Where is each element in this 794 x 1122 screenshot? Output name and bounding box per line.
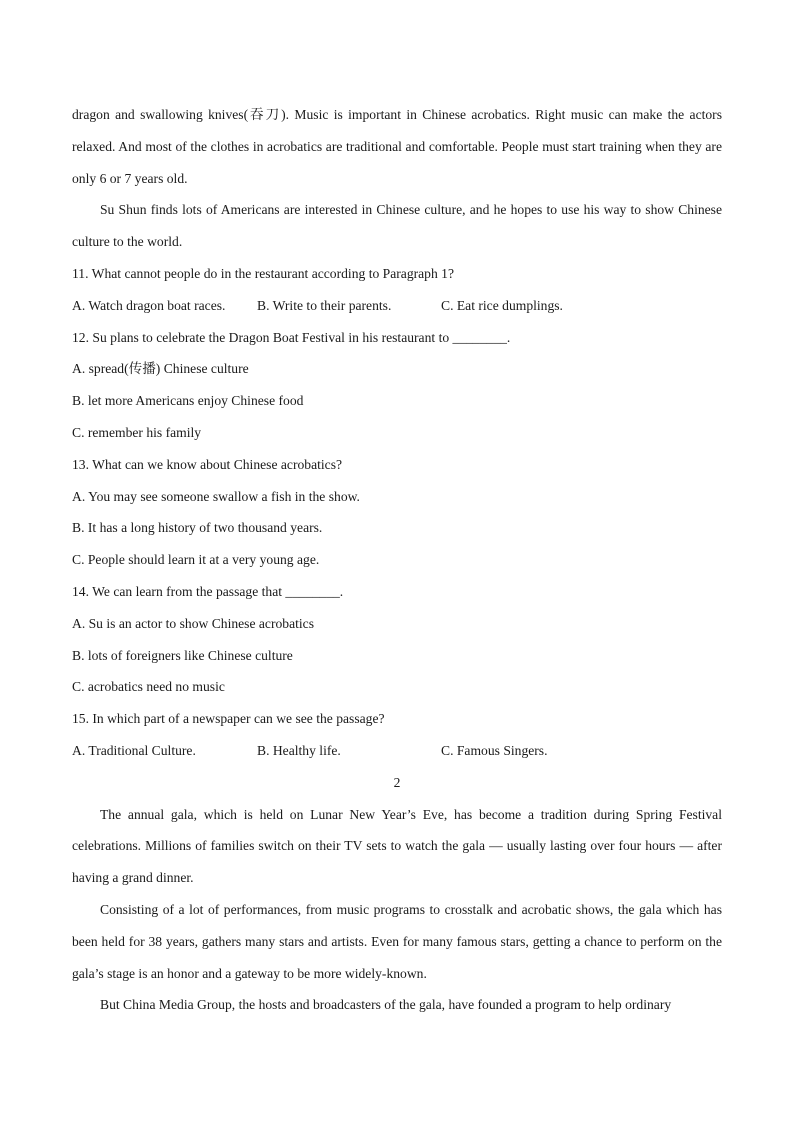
question-15-stem: 15. In which part of a newspaper can we see the passage? (72, 711, 385, 727)
question-14-option-a: A. Su is an actor to show Chinese acrobatics (72, 615, 314, 631)
question-12-stem: 12. Su plans to celebrate the Dragon Boat Festival in his restaurant to ________. (72, 329, 511, 345)
question-12-option-a: A. spread(传播) Chinese culture (72, 361, 249, 377)
document-page (72, 99, 722, 1021)
question-13-option-c: C. People should learn it at a very young age. (72, 552, 320, 568)
question-15-option-a: A. Traditional Culture. (72, 742, 196, 758)
question-11-option-c: C. Eat rice dumplings. (441, 297, 563, 313)
question-14-option-c: C. acrobatics need no music (72, 679, 225, 695)
passage-2-number: 2 (393, 774, 401, 790)
question-15-option-c: C. Famous Singers. (441, 742, 548, 758)
question-13-option-a: A. You may see someone swallow a fish in the show. (72, 488, 360, 504)
passage1-paragraph-clothes: dragon and swallowing knives(吞刀). Music is important in Chinese acrobatics. Right music can make the actors relaxed. And most of the clothes in acrobatics are traditional and comfortable. People must start training when they are only 6 or 7 years old. (72, 107, 722, 186)
passage2-paragraph-program: But China Media Group, the hosts and broadcasters of the gala, have founded a program to help ordinary (100, 997, 672, 1013)
passage1-paragraph-su-shun: Su Shun finds lots of Americans are interested in Chinese culture, and he hopes to use his way to show Chinese culture to the world. (72, 202, 722, 250)
passage2-paragraph-gala: The annual gala, which is held on Lunar New Year’s Eve, has become a tradition during Spring Festival celebrations. Millions of families switch on their TV sets to watch the gala — usually lasting over four hours — after having a grand dinner. (72, 806, 722, 886)
question-13-stem: 13. What can we know about Chinese acrobatics? (72, 456, 343, 472)
question-15-options (72, 735, 722, 767)
question-12-option-b: B. let more Americans enjoy Chinese food (72, 393, 304, 409)
question-11-stem: 11. What cannot people do in the restaurant according to Paragraph 1? (72, 265, 454, 281)
question-12-option-c: C. remember his family (72, 424, 202, 440)
question-14-stem: 14. We can learn from the passage that ________. (72, 583, 344, 599)
question-11-option-b: B. Write to their parents. (257, 297, 392, 313)
question-11-option-a: A. Watch dragon boat races. (72, 297, 226, 313)
question-11-options (72, 290, 722, 322)
question-15-option-b: B. Healthy life. (257, 742, 341, 758)
question-14-option-b: B. lots of foreigners like Chinese culture (72, 647, 293, 663)
question-13-option-b: B. It has a long history of two thousand years. (72, 520, 323, 536)
passage2-paragraph-performances: Consisting of a lot of performances, from music programs to crosstalk and acrobatic shows, the gala which has been held for 38 years, gathers many stars and artists. Even for many famous stars, getting a chance to perform on the gala’s stage is an honor and a gateway to be more widely-known. (72, 901, 722, 981)
